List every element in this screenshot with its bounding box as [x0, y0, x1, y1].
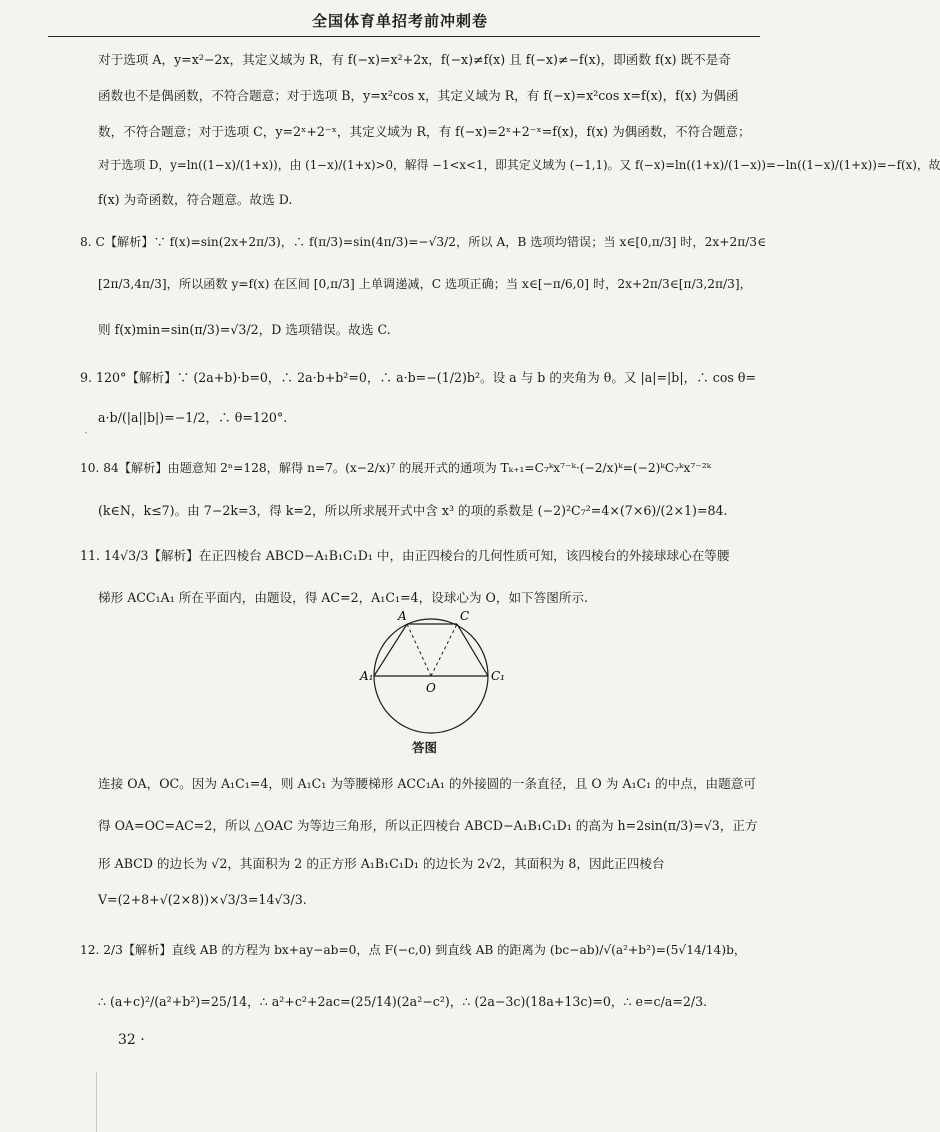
text-line: 连接 OA，OC。因为 A₁C₁=4，则 A₁C₁ 为等腰梯形 ACC₁A₁ 的外接圆的一条直径，且 O 为 A₁C₁ 的中点，由题意可 — [98, 776, 756, 791]
text-line: 对于选项 D，y=ln((1−x)/(1+x))，由 (1−x)/(1+x)>0，解得 −1<x<1，即其定义域为 (−1,1)。又 f(−x)=ln((1+x)/(1−x))=−ln((1−x)/(1+x))=−f(x)，故 — [98, 158, 940, 172]
text-line: 形 ABCD 的边长为 √2，其面积为 2 的正方形 A₁B₁C₁D₁ 的边长为 2√2，其面积为 8，因此正四棱台 — [98, 856, 665, 871]
margin-mark: · — [84, 426, 88, 440]
text-line: 9. 120°【解析】∵ (2a+b)·b=0，∴ 2a·b+b²=0，∴ a·b=−(1/2)b²。设 a 与 b 的夹角为 θ。又 |a|=|b|，∴ cos θ= — [80, 370, 757, 385]
label-c: C — [460, 609, 470, 623]
text-line: 梯形 ACC₁A₁ 所在平面内，由题设，得 AC=2，A₁C₁=4，设球心为 O，如下答图所示. — [98, 590, 589, 605]
text-line: 数，不符合题意；对于选项 C，y=2ˣ+2⁻ˣ，其定义域为 R，有 f(−x)=2ˣ+2⁻ˣ=f(x)，f(x) 为偶函数，不符合题意； — [98, 124, 751, 139]
binding-rule — [96, 1072, 97, 1132]
label-o: O — [426, 681, 436, 695]
label-a1: A₁ — [360, 669, 374, 683]
label-a: A — [398, 609, 407, 623]
text-line: V=(2+8+√(2×8))×√3/3=14√3/3. — [98, 892, 307, 907]
figure-caption: 答图 — [412, 740, 438, 755]
leg-cc1 — [457, 624, 488, 676]
text-line: 则 f(x)min=sin(π/3)=√3/2，D 选项错误。故选 C. — [98, 322, 391, 337]
segment-oa — [407, 624, 431, 676]
text-line: ∴ (a+c)²/(a²+b²)=25/14，∴ a²+c²+2ac=(25/14)(2a²−c²)，∴ (2a−3c)(18a+13c)=0，∴ e=c/a=2/3. — [98, 994, 708, 1009]
leg-a1a — [374, 624, 407, 676]
text-line: 对于选项 A，y=x²−2x，其定义域为 R，有 f(−x)=x²+2x，f(−x)≠f(x) 且 f(−x)≠−f(x)，即函数 f(x) 既不是奇 — [98, 52, 731, 67]
text-line: f(x) 为奇函数，符合题意。故选 D. — [98, 192, 293, 207]
label-c1: C₁ — [491, 669, 505, 683]
text-line: 得 OA=OC=AC=2，所以 △OAC 为等边三角形，所以正四棱台 ABCD−A₁B₁C₁D₁ 的高为 h=2sin(π/3)=√3，正方 — [98, 818, 758, 833]
text-line: a·b/(|a||b|)=−1/2，∴ θ=120°. — [98, 410, 288, 425]
segment-oc — [431, 624, 457, 676]
text-line: [2π/3,4π/3]，所以函数 y=f(x) 在区间 [0,π/3] 上单调递减，C 选项正确；当 x∈[−π/6,0] 时，2x+2π/3∈[π/3,2π/3]， — [98, 277, 752, 291]
text-line: 11. 14√3/3【解析】在正四棱台 ABCD−A₁B₁C₁D₁ 中，由正四棱台的几何性质可知，该四棱台的外接球球心在等腰 — [80, 548, 730, 563]
text-line: (k∈N，k≤7)。由 7−2k=3，得 k=2，所以所求展开式中含 x³ 的项的系数是 (−2)²C₇²=4×(7×6)/(2×1)=84. — [98, 503, 728, 518]
text-line: 10. 84【解析】由题意知 2ⁿ=128，解得 n=7。(x−2/x)⁷ 的展开式的通项为 Tₖ₊₁=C₇ᵏx⁷⁻ᵏ·(−2/x)ᵏ=(−2)ᵏC₇ᵏx⁷⁻²ᵏ — [80, 461, 712, 475]
circle-trapezoid-figure — [360, 606, 510, 726]
text-line: 函数也不是偶函数，不符合题意；对于选项 B，y=x²cos x，其定义域为 R，有 f(−x)=x²cos x=f(x)，f(x) 为偶函 — [98, 88, 739, 103]
header-title: 全国体育单招考前冲刺卷 — [311, 12, 488, 30]
page-header — [0, 0, 800, 38]
text-line: 8. C【解析】∵ f(x)=sin(2x+2π/3)，∴ f(π/3)=sin(4π/3)=−√3/2，所以 A，B 选项均错误；当 x∈[0,π/3] 时，2x+2π/3∈ — [80, 235, 767, 249]
page-number: 32 · — [118, 1032, 145, 1048]
header-rule — [48, 36, 760, 37]
text-line: 12. 2/3【解析】直线 AB 的方程为 bx+ay−ab=0，点 F(−c,0) 到直线 AB 的距离为 (bc−ab)/√(a²+b²)=(5√14/14)b， — [80, 943, 747, 957]
